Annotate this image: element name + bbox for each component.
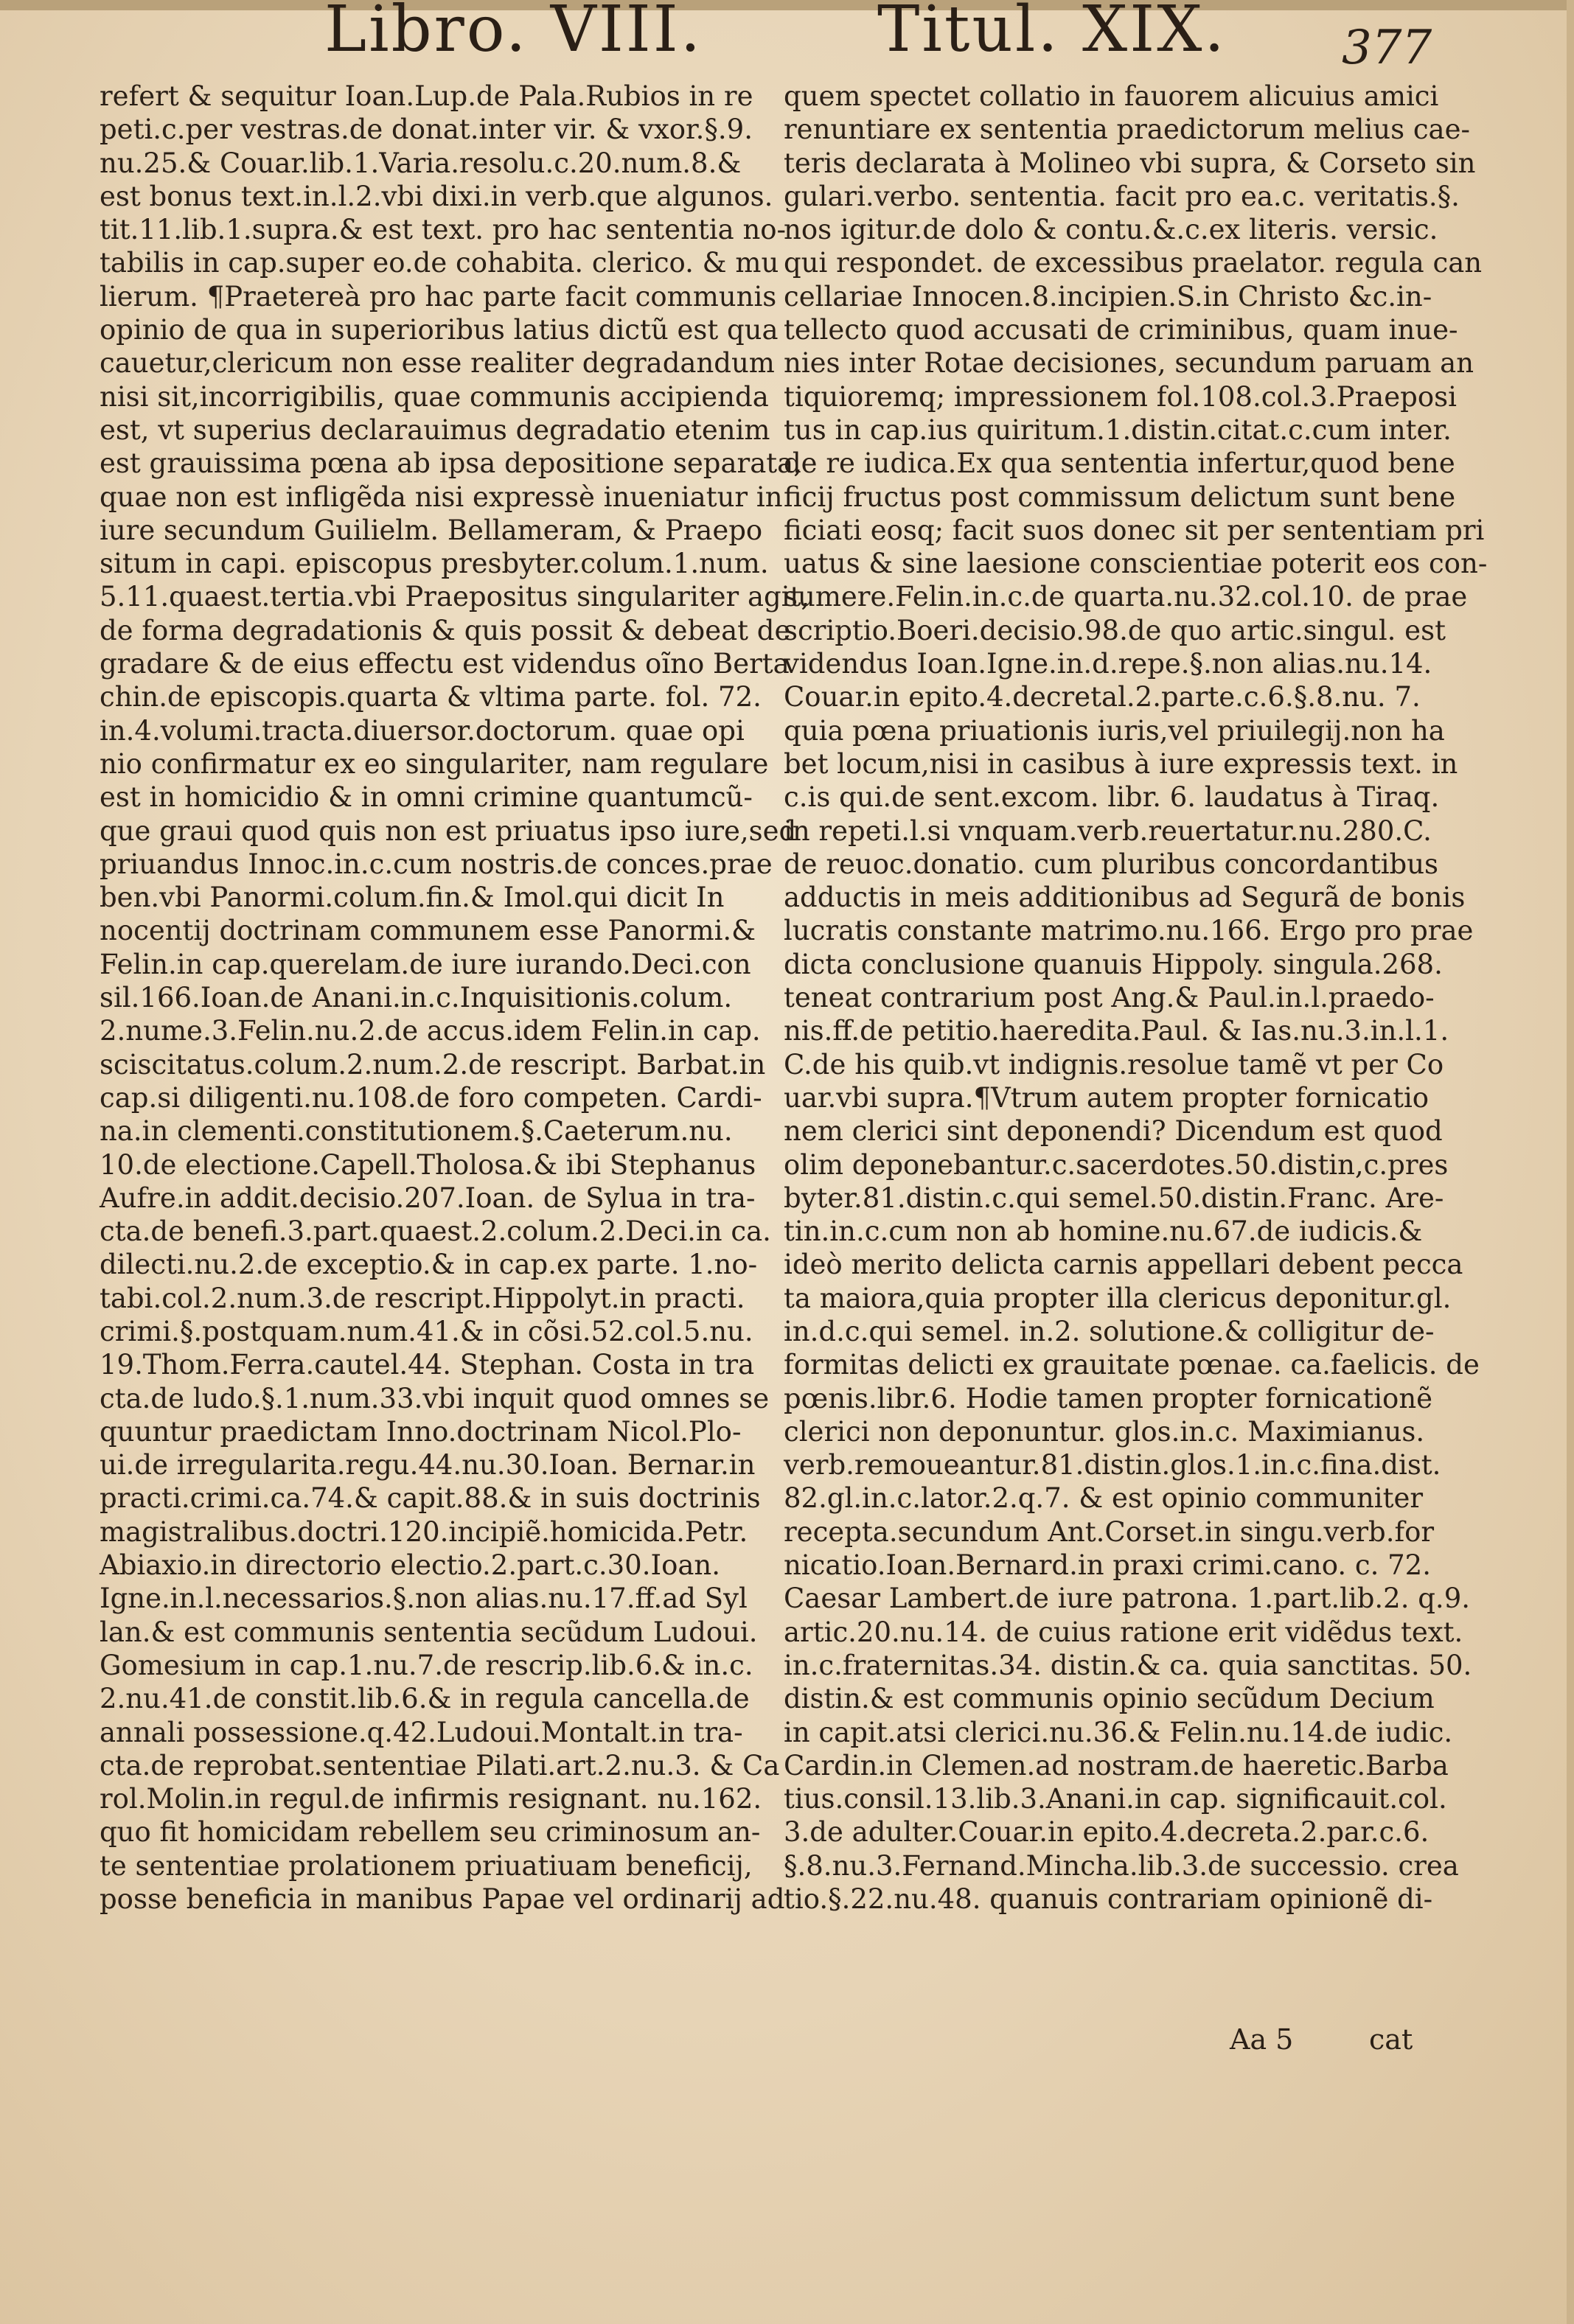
text-line: c.is qui.de sent.excom. libr. 6. laudatus à Tiraq.	[784, 781, 1440, 814]
text-line: tabi.col.2.num.3.de rescript.Hippolyt.in practi.	[100, 1282, 745, 1314]
text-line: in repeti.l.si vnquam.verb.reuertatur.nu.280.C.	[784, 814, 1432, 847]
text-line: lierum. ¶Praetereà pro hac parte facit communis	[100, 280, 777, 313]
text-line: nocentij doctrinam communem esse Panormi.&	[100, 915, 756, 947]
text-line: Igne.in.l.necessarios.§.non alias.nu.17.ff.ad Syl	[100, 1583, 748, 1615]
text-line: nem clerici sint deponendi? Dicendum est quod	[784, 1115, 1443, 1148]
text-line: nisi sit,incorrigibilis, quae communis accipienda	[100, 380, 769, 413]
text-line: sumere.Felin.in.c.de quarta.nu.32.col.10. de prae	[784, 581, 1468, 613]
text-line: quae non est infligẽda nisi expressè inueniatur in	[100, 481, 783, 513]
catchword: cat	[1369, 2023, 1413, 2056]
text-line: clerici non deponuntur. glos.in.c. Maximianus.	[784, 1415, 1425, 1448]
text-line: 2.nume.3.Felin.nu.2.de accus.idem Felin.in cap.	[100, 1015, 761, 1047]
text-line: situm in capi. episcopus presbyter.colum.1.num.	[100, 548, 769, 580]
text-line: iure secundum Guilielm. Bellameram, & Praepo	[100, 514, 763, 546]
text-line: rol.Molin.in regul.de infirmis resignant. nu.162.	[100, 1783, 762, 1815]
text-line: pœnis.libr.6. Hodie tamen propter fornicationẽ	[784, 1382, 1433, 1414]
text-line: 82.gl.in.c.lator.2.q.7. & est opinio communiter	[784, 1482, 1424, 1515]
text-line: in.d.c.qui semel. in.2. solutione.& colligitur de-	[784, 1315, 1435, 1347]
text-line: byter.81.distin.c.qui semel.50.distin.Franc. Are-	[784, 1182, 1444, 1214]
text-line: cap.si diligenti.nu.108.de foro competen. Cardi-	[100, 1081, 762, 1114]
text-line: teneat contrarium post Ang.& Paul.in.l.praedo-	[784, 982, 1435, 1014]
text-line: peti.c.per vestras.de donat.inter vir. & vxor.§.9.	[100, 114, 753, 146]
text-line: na.in clementi.constitutionem.§.Caeterum.nu.	[100, 1115, 733, 1148]
text-line: tellecto quod accusati de criminibus, quam inue-	[784, 314, 1458, 346]
text-line: 2.nu.41.de constit.lib.6.& in regula cancella.de	[100, 1683, 750, 1715]
text-line: nicatio.Ioan.Bernard.in praxi crimi.cano. c. 72.	[784, 1549, 1431, 1582]
text-line: scriptio.Boeri.decisio.98.de quo artic.singul. est	[784, 614, 1446, 646]
text-line: Gomesium in cap.1.nu.7.de rescrip.lib.6.& in.c.	[100, 1649, 753, 1681]
text-line: nies inter Rotae decisiones, secundum paruam an	[784, 347, 1474, 380]
text-line: est bonus text.in.l.2.vbi dixi.in verb.que algunos.	[100, 180, 773, 212]
text-line: lan.& est communis sententia secũdum Ludoui.	[100, 1616, 758, 1648]
text-line: gradare & de eius effectu est videndus oĩno Berta	[100, 648, 790, 680]
text-line: §.8.nu.3.Fernand.Mincha.lib.3.de successio. crea	[784, 1849, 1459, 1882]
text-line: quia pœna priuationis iuris,vel priuilegij.non ha	[784, 714, 1445, 747]
text-line: ui.de irregularita.regu.44.nu.30.Ioan. Bernar.in	[100, 1449, 756, 1482]
text-line: ficij fructus post commissum delictum sunt bene	[784, 481, 1456, 513]
text-line: est grauissima pœna ab ipsa depositione separata,	[100, 447, 802, 480]
text-line: lucratis constante matrimo.nu.166. Ergo pro prae	[784, 915, 1474, 947]
text-line: nis.ff.de petitio.haeredita.Paul. & Ias.nu.3.in.l.1.	[784, 1015, 1449, 1047]
text-line: quuntur praedictam Inno.doctrinam Nicol.Plo-	[100, 1415, 742, 1448]
text-line: de reuoc.donatio. cum pluribus concordantibus	[784, 848, 1439, 880]
text-line: annali possessione.q.42.Ludoui.Montalt.in tra-	[100, 1716, 743, 1748]
text-line: renuntiare ex sententia praedictorum melius cae-	[784, 114, 1471, 146]
text-line: ben.vbi Panormi.colum.fin.& Imol.qui dicit In	[100, 882, 725, 914]
text-line: Caesar Lambert.de iure patrona. 1.part.lib.2. q.9.	[784, 1583, 1470, 1615]
signature-mark: Aa 5	[1230, 2023, 1294, 2056]
text-line: tus in cap.ius quiritum.1.distin.citat.c.cum inter.	[784, 413, 1452, 446]
text-line: nu.25.& Couar.lib.1.Varia.resolu.c.20.num.8.&	[100, 147, 742, 179]
text-line: adductis in meis additionibus ad Segurã de bonis	[784, 882, 1466, 914]
text-line: refert & sequitur Ioan.Lup.de Pala.Rubios in re	[100, 80, 753, 112]
text-line: quo fit homicidam rebellem seu criminosum an-	[100, 1816, 761, 1849]
text-line: tin.in.c.cum non ab homine.nu.67.de iudicis.&	[784, 1215, 1423, 1248]
text-line: tit.11.lib.1.supra.& est text. pro hac sententia no-	[100, 214, 787, 246]
text-line: distin.& est communis opinio secũdum Decium	[784, 1683, 1435, 1715]
text-line: Abiaxio.in directorio electio.2.part.c.30.Ioan.	[100, 1549, 721, 1582]
text-line: bet locum,nisi in casibus à iure expressis text. in	[784, 747, 1458, 780]
text-line: opinio de qua in superioribus latius dictũ est qua	[100, 314, 779, 346]
text-line: quem spectet collatio in fauorem alicuius amici	[784, 80, 1439, 112]
text-line: C.de his quib.vt indignis.resolue tamẽ vt per Co	[784, 1048, 1444, 1081]
text-line: 19.Thom.Ferra.cautel.44. Stephan. Costa in tra	[100, 1349, 755, 1381]
text-line: crimi.§.postquam.num.41.& in cõsi.52.col.5.nu.	[100, 1315, 753, 1347]
text-line: dicta conclusione quanuis Hippoly. singula.268.	[784, 948, 1443, 980]
text-line: uar.vbi supra.¶Vtrum autem propter fornicatio	[784, 1081, 1430, 1114]
text-line: teris declarata à Molineo vbi supra, & Corseto sin	[784, 147, 1476, 179]
page-number: 377	[1342, 21, 1432, 75]
text-line: cta.de benefi.3.part.quaest.2.colum.2.Deci.in ca.	[100, 1215, 771, 1248]
text-line: in.4.volumi.tracta.diuersor.doctorum. quae opi	[100, 714, 745, 747]
text-line: tio.§.22.nu.48. quanuis contrariam opinionẽ di-	[784, 1883, 1433, 1916]
text-line: cta.de ludo.§.1.num.33.vbi inquit quod omnes se	[100, 1382, 770, 1414]
text-line: sciscitatus.colum.2.num.2.de rescript. Barbat.in	[100, 1048, 766, 1081]
text-line: Aufre.in addit.decisio.207.Ioan. de Sylua in tra-	[100, 1182, 756, 1214]
text-line: de forma degradationis & quis possit & debeat de	[100, 614, 791, 646]
text-line: cellariae Innocen.8.incipien.S.in Christo &c.in-	[784, 280, 1432, 313]
text-line: priuandus Innoc.in.c.cum nostris.de conces.prae	[100, 848, 773, 880]
text-line: tiquioremq; impressionem fol.108.col.3.Praeposi	[784, 380, 1457, 413]
text-line: chin.de episcopis.quarta & vltima parte. fol. 72.	[100, 681, 762, 713]
text-line: tabilis in cap.super eo.de cohabita. clerico. & mu	[100, 247, 779, 279]
text-line: nos igitur.de dolo & contu.&.c.ex literis. versic.	[784, 214, 1438, 246]
text-line: in.c.fraternitas.34. distin.& ca. quia sanctitas. 50.	[784, 1649, 1472, 1681]
running-head	[0, 0, 1574, 75]
text-line: artic.20.nu.14. de cuius ratione erit vidẽdus text.	[784, 1616, 1463, 1648]
running-head-book: Libro. VIII.	[324, 0, 703, 66]
text-line: sil.166.Ioan.de Anani.in.c.Inquisitionis.colum.	[100, 982, 733, 1014]
text-line: practi.crimi.ca.74.& capit.88.& in suis doctrinis	[100, 1482, 761, 1515]
text-line: ficiati eosq; facit suos donec sit per sententiam pri	[784, 514, 1485, 546]
text-line: Couar.in epito.4.decretal.2.parte.c.6.§.8.nu. 7.	[784, 681, 1421, 713]
text-line: te sententiae prolationem priuatiuam beneficij,	[100, 1849, 753, 1882]
text-line: gulari.verbo. sententia. facit pro ea.c. veritatis.§.	[784, 180, 1460, 212]
text-line: 3.de adulter.Couar.in epito.4.decreta.2.par.c.6.	[784, 1816, 1430, 1849]
text-line: videndus Ioan.Igne.in.d.repe.§.non alias.nu.14.	[784, 648, 1432, 680]
text-line: que graui quod quis non est priuatus ipso iure,sed	[100, 814, 797, 847]
text-line: verb.remoueantur.81.distin.glos.1.in.c.fina.dist.	[784, 1449, 1441, 1482]
page-right-edge	[1567, 0, 1574, 2324]
text-line: de re iudica.Ex qua sententia infertur,quod bene	[784, 447, 1455, 480]
text-line: olim deponebantur.c.sacerdotes.50.distin,c.pres	[784, 1148, 1449, 1181]
text-line: 10.de electione.Capell.Tholosa.& ibi Stephanus	[100, 1148, 756, 1181]
text-line: Cardin.in Clemen.ad nostram.de haeretic.Barba	[784, 1749, 1449, 1782]
text-line: dilecti.nu.2.de exceptio.& in cap.ex parte. 1.no-	[100, 1249, 758, 1281]
text-line: est in homicidio & in omni crimine quantumcũ-	[100, 781, 753, 814]
text-line: tius.consil.13.lib.3.Anani.in cap. significauit.col.	[784, 1783, 1447, 1815]
text-line: qui respondet. de excessibus praelator. regula can	[784, 247, 1483, 279]
text-line: nio confirmatur ex eo singulariter, nam regulare	[100, 747, 769, 780]
text-line: ta maiora,quia propter illa clericus deponitur.gl.	[784, 1282, 1452, 1314]
text-line: Felin.in cap.querelam.de iure iurando.Deci.con	[100, 948, 751, 980]
text-line: cauetur,clericum non esse realiter degradandum	[100, 347, 775, 380]
text-line: magistralibus.doctri.120.incipiẽ.homicida.Petr.	[100, 1515, 748, 1548]
text-line: 5.11.quaest.tertia.vbi Praepositus singulariter agit,	[100, 581, 810, 613]
text-line: formitas delicti ex grauitate pœnae. ca.faelicis. de	[784, 1349, 1480, 1381]
text-line: in capit.atsi clerici.nu.36.& Felin.nu.14.de iudic.	[784, 1716, 1453, 1748]
text-line: cta.de reprobat.sententiae Pilati.art.2.nu.3. & Ca	[100, 1749, 780, 1782]
text-line: posse beneficia in manibus Papae vel ordinarij ad	[100, 1883, 785, 1916]
text-line: est, vt superius declarauimus degradatio etenim	[100, 413, 770, 446]
text-line: recepta.secundum Ant.Corset.in singu.verb.for	[784, 1515, 1435, 1548]
text-line: uatus & sine laesione conscientiae poterit eos con-	[784, 548, 1488, 580]
text-column-left	[100, 80, 810, 1916]
running-head-title: Titul. XIX.	[877, 0, 1227, 66]
text-column-right	[784, 80, 1488, 1916]
text-line: ideò merito delicta carnis appellari debent pecca	[784, 1249, 1463, 1281]
